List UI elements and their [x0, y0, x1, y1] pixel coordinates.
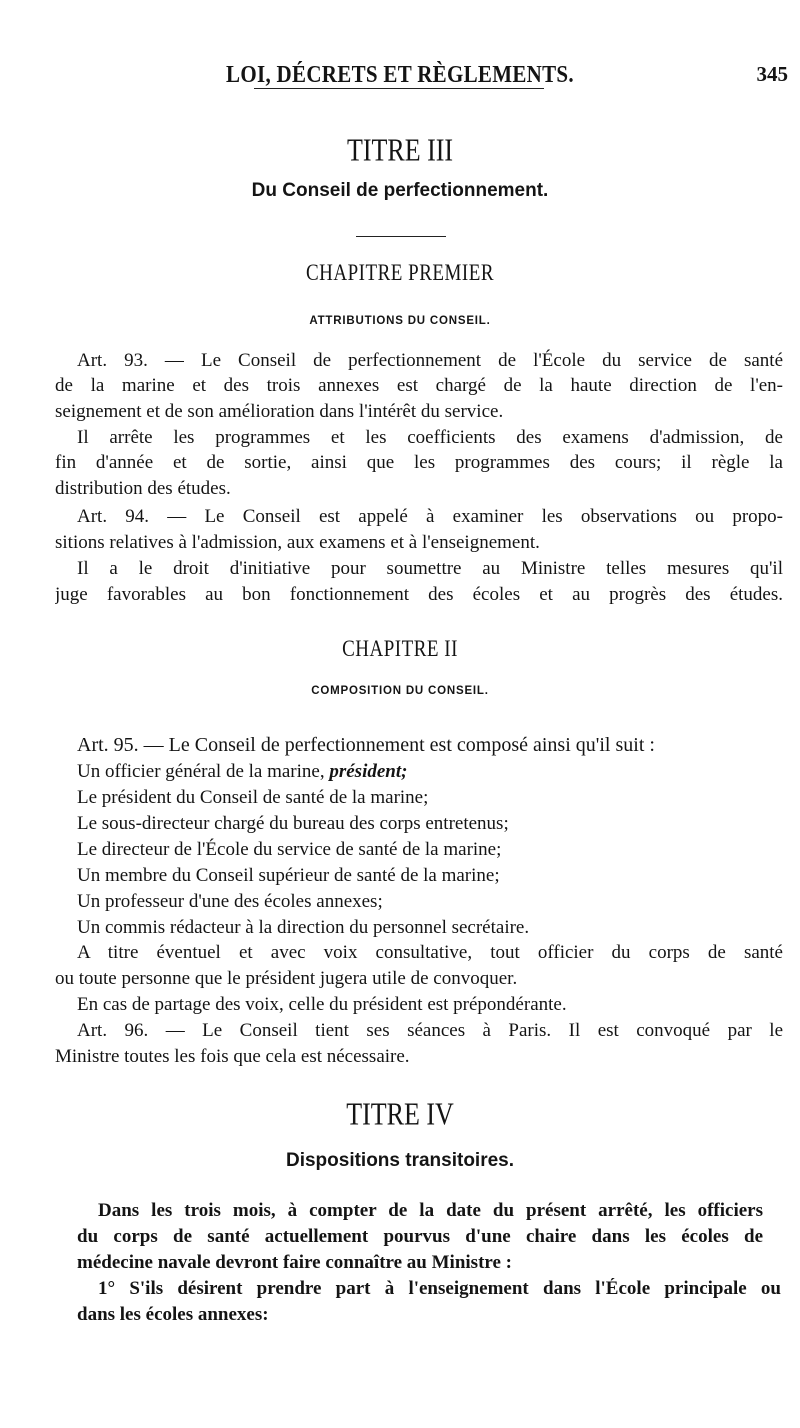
transitoires-line: du corps de santé actuellement pourvus d'une chaire dans les écoles de — [77, 1226, 763, 1247]
art95-member: Le directeur de l'École du service de santé de la marine; — [77, 839, 502, 860]
art93-line: seignement et de son amélioration dans l'intérêt du service. — [55, 401, 504, 422]
art95-president-role: président; — [329, 761, 408, 782]
transitoires-line: médecine navale devront faire connaître au Ministre : — [77, 1252, 513, 1273]
art95-member: Un commis rédacteur à la direction du personnel secrétaire. — [77, 917, 530, 938]
art96-line: Ministre toutes les fois que cela est nécessaire. — [55, 1046, 410, 1067]
transitoires-line: Dans les trois mois, à compter de la date du présent arrêté, les officiers — [98, 1200, 763, 1221]
running-header — [0, 60, 800, 90]
titre-iii-subtitle: Du Conseil de perfectionnement. — [251, 180, 549, 201]
art93-line: fin d'année et de sortie, ainsi que les programmes des cours; il règle la — [55, 452, 783, 473]
transitoires-line: 1° S'ils désirent prendre part à l'enseignement dans l'École principale ou — [98, 1278, 781, 1299]
transitoires-line: dans les écoles annexes: — [77, 1304, 269, 1325]
art93-line: Art. 93. — Le Conseil de perfectionnement de l'École du service de santé — [77, 350, 783, 371]
art93-line: Il arrête les programmes et les coefficients des examens d'admission, de — [77, 427, 783, 448]
art96-line: Art. 96. — Le Conseil tient ses séances à Paris. Il est convoqué par le — [77, 1020, 783, 1041]
running-title: LOI, DÉCRETS ET RÈGLEMENTS. — [226, 60, 574, 88]
art95-member: Un membre du Conseil supérieur de santé de la marine; — [77, 865, 500, 886]
art95-member: Le sous-directeur chargé du bureau des corps entretenus; — [77, 813, 509, 834]
art95-president-prefix: Un officier général de la marine, — [77, 761, 330, 782]
art95-extra: En cas de partage des voix, celle du président est prépondérante. — [77, 994, 567, 1015]
chapitre-ii-heading: CHAPITRE II — [342, 636, 458, 662]
section-divider — [356, 236, 446, 237]
art95-president — [77, 760, 767, 784]
art94-line: Art. 94. — Le Conseil est appelé à examiner les observations ou propo- — [77, 506, 783, 527]
art94-line: sitions relatives à l'admission, aux examens et à l'enseignement. — [55, 532, 540, 553]
header-rule — [254, 88, 544, 89]
art95-member: Le président du Conseil de santé de la marine; — [77, 787, 429, 808]
chapitre-ii-subtitle: COMPOSITION DU CONSEIL. — [311, 685, 489, 697]
titre-iii-heading: TITRE III — [346, 133, 454, 168]
art95-extra: A titre éventuel et avec voix consultative, tout officier du corps de santé — [77, 942, 783, 963]
art94-line: Il a le droit d'initiative pour soumettre au Ministre telles mesures qu'il — [77, 558, 783, 579]
page-number: 345 — [756, 62, 788, 86]
titre-iv-subtitle: Dispositions transitoires. — [285, 1150, 515, 1171]
chapitre-premier-heading: CHAPITRE PREMIER — [306, 260, 494, 286]
art95-extra: ou toute personne que le président jugera utile de convoquer. — [55, 968, 518, 989]
art94-line: juge favorables au bon fonctionnement des écoles et au progrès des études. — [55, 584, 783, 605]
art95-intro: Art. 95. — Le Conseil de perfectionnement est composé ainsi qu'il suit : — [77, 734, 655, 756]
art93-line: de la marine et des trois annexes est chargé de la haute direction de l'en- — [55, 375, 783, 396]
art95-member: Un professeur d'une des écoles annexes; — [77, 891, 383, 912]
art93-line: distribution des études. — [55, 478, 231, 499]
chapitre-premier-subtitle: ATTRIBUTIONS DU CONSEIL. — [309, 315, 491, 327]
titre-iv-heading: TITRE IV — [346, 1097, 454, 1132]
